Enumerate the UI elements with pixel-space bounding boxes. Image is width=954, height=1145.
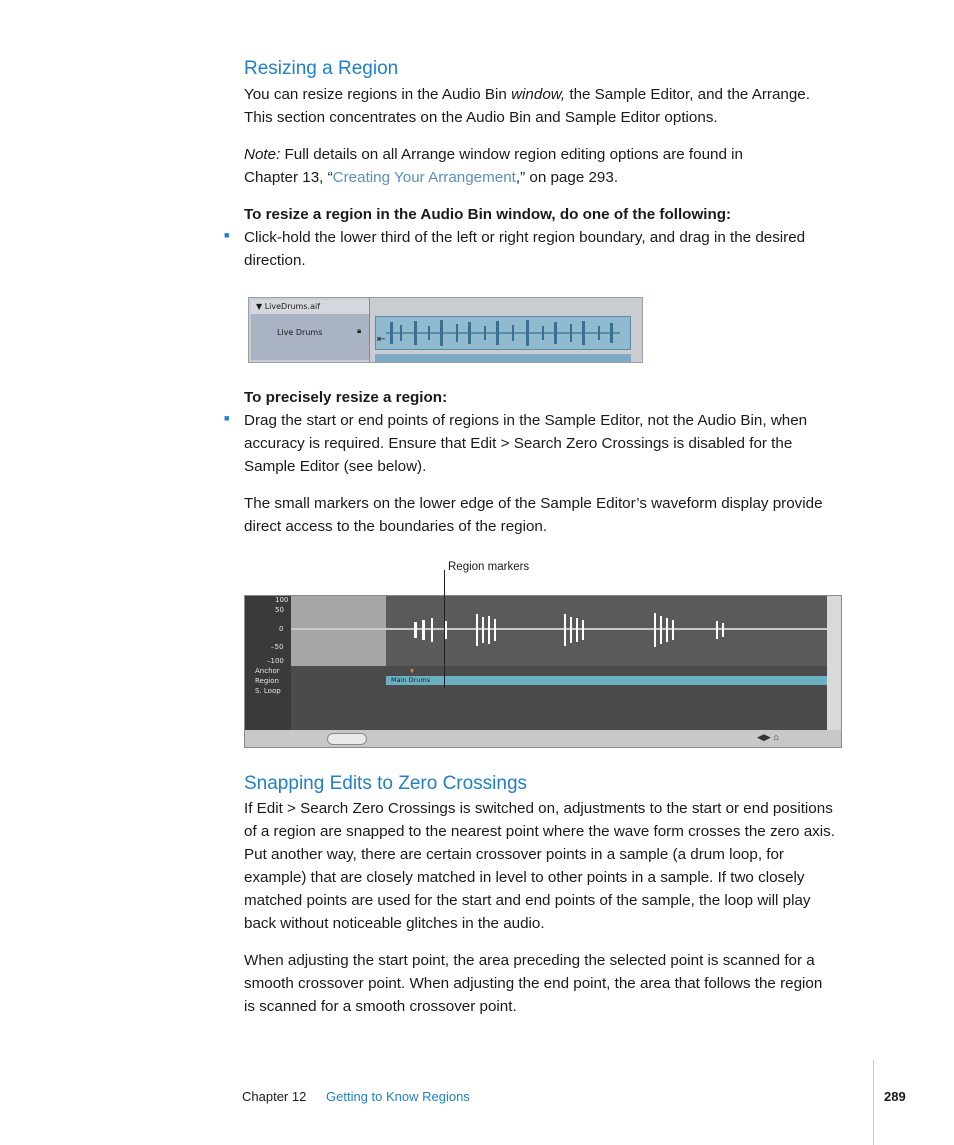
- zoom-controls-icon[interactable]: ◀▶ ⌂: [757, 732, 779, 742]
- note-line2-b: ,” on page 293.: [515, 169, 619, 186]
- callout-line: [444, 570, 445, 688]
- ruler-tick: 50: [275, 606, 284, 614]
- sample-waveform-graphic: [386, 608, 827, 652]
- section-heading-zero-crossings: Snapping Edits to Zero Crossings: [244, 773, 528, 794]
- bullet-square-icon: ■: [224, 413, 230, 423]
- para2-line: is scanned for a smooth crossover point.: [244, 998, 517, 1015]
- page-number: 289: [884, 1089, 906, 1104]
- markers-line1: The small markers on the lower edge of the Sample Editor’s waveform display provide: [244, 495, 823, 512]
- intro-line2: This section concentrates on the Audio Bin and Sample Editor options.: [244, 109, 718, 126]
- region-bar[interactable]: [386, 676, 827, 685]
- section-heading-resizing: Resizing a Region: [244, 58, 399, 79]
- para1-line: If Edit > Search Zero Crossings is switched on, adjustments to the start or end positions: [244, 800, 833, 817]
- footer-chapter: Chapter 12: [242, 1089, 307, 1104]
- region-name: Main Drums: [391, 676, 431, 684]
- intro-italic: window,: [511, 86, 566, 103]
- para1-line: back without noticeable glitches in the audio.: [244, 915, 545, 932]
- lock-icon: 🔒︎: [357, 326, 362, 335]
- intro-text-a: You can resize regions in the Audio Bin: [244, 86, 512, 103]
- region-row-label: Region: [255, 677, 279, 685]
- footer-chapter-title: Getting to Know Regions: [326, 1089, 470, 1104]
- zero-crossings-paragraph-2: [244, 949, 874, 1018]
- chapter-13-link[interactable]: Creating Your Arrangement: [332, 169, 516, 186]
- task1-bullet-line2: direction.: [244, 252, 306, 269]
- bullet-square-icon: ■: [224, 230, 230, 240]
- note-line2-a: Chapter 13, “: [244, 169, 333, 186]
- zero-crossings-paragraph-1: [244, 797, 874, 935]
- next-region-strip: [375, 354, 631, 362]
- task1-bullet-line1: Click-hold the lower third of the left or right region boundary, and drag in the desired: [244, 229, 806, 246]
- task2-heading: To precisely resize a region:: [244, 389, 448, 406]
- footer-divider: [873, 1060, 874, 1145]
- para2-line: smooth crossover point. When adjusting the end point, the area that follows the region: [244, 975, 823, 992]
- region-markers-callout: Region markers: [448, 561, 530, 573]
- para1-line: example) that are closely matched in level to other points in a sample. If two closely: [244, 869, 805, 886]
- para1-line: matched points are used for the start and end points of the sample, the loop will play: [244, 892, 811, 909]
- markers-line2: direct access to the boundaries of the region.: [244, 518, 548, 535]
- para1-line: of a region are snapped to the nearest point where the wave form crosses the zero axis.: [244, 823, 835, 840]
- task1-heading: To resize a region in the Audio Bin window, do one of the following:: [244, 206, 732, 223]
- task2-bullet: [244, 409, 874, 478]
- anchor-row-label: Anchor: [255, 667, 280, 675]
- file-row: ▼ LiveDrums.aif: [251, 300, 369, 314]
- outside-region-area: [291, 596, 386, 666]
- note-label: Note:: [244, 146, 281, 163]
- ruler-tick: –50: [271, 643, 284, 651]
- task2-bullet-line3: Sample Editor (see below).: [244, 458, 427, 475]
- vertical-scrollbar[interactable]: [827, 596, 841, 730]
- file-name: LiveDrums.aif: [264, 302, 321, 311]
- audio-bin-screenshot: [248, 297, 643, 363]
- ruler-tick: 100: [275, 596, 289, 604]
- para2-line: When adjusting the start point, the area preceding the selected point is scanned for a: [244, 952, 815, 969]
- note-paragraph: [244, 143, 874, 189]
- track-label: Live Drums: [277, 328, 323, 337]
- divider: [369, 298, 370, 363]
- note-text: Full details on all Arrange window region editing options are found in: [280, 146, 743, 163]
- ruler-tick: 0: [279, 625, 284, 633]
- intro-paragraph: [244, 83, 874, 129]
- ruler-tick: –100: [267, 657, 284, 665]
- intro-text-b: the Sample Editor, and the Arrange.: [565, 86, 810, 103]
- task2-bullet-line2: accuracy is required. Ensure that Edit > Search Zero Crossings is disabled for the: [244, 435, 793, 452]
- markers-paragraph: [244, 492, 874, 538]
- region-waveform[interactable]: [375, 316, 631, 350]
- waveform-graphic: [376, 317, 630, 349]
- sample-editor-screenshot: [244, 595, 842, 748]
- resize-cursor-icon: ⇤: [377, 334, 386, 345]
- anchor-marker-icon[interactable]: ♦: [410, 666, 415, 675]
- task2-bullet-line1: Drag the start or end points of regions in the Sample Editor, not the Audio Bin, when: [244, 412, 808, 429]
- sloop-row-label: S. Loop: [255, 687, 281, 695]
- para1-line: Put another way, there are certain crossover points in a sample (a drum loop, for: [244, 846, 784, 863]
- task1-bullet: [244, 226, 874, 272]
- scroll-thumb[interactable]: [327, 733, 367, 745]
